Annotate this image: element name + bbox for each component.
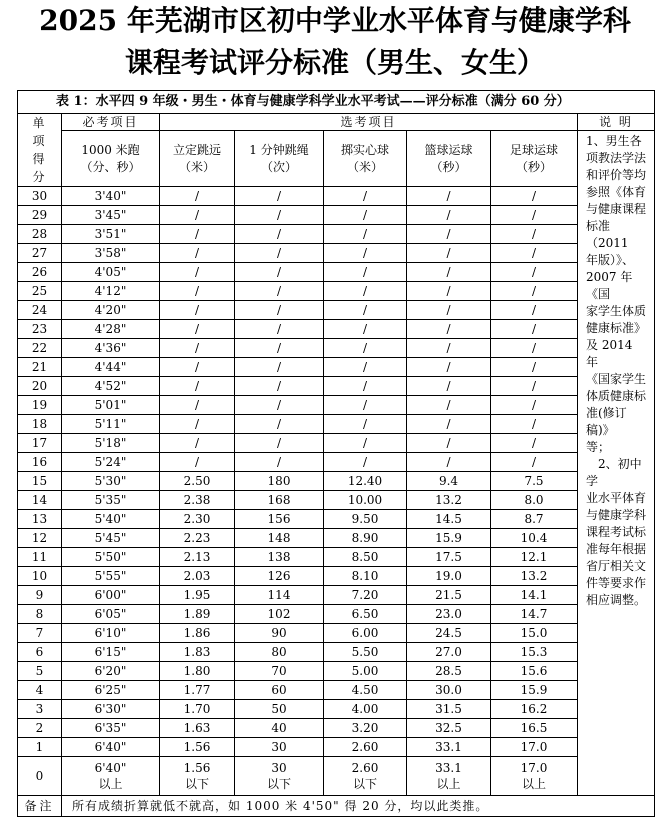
cell-rope: 148 bbox=[235, 529, 324, 548]
cell-jump: / bbox=[160, 377, 235, 396]
zero-row-jump: 1.56 以下 bbox=[160, 757, 235, 796]
cell-football: 15.0 bbox=[491, 624, 578, 643]
cell-jump: / bbox=[160, 339, 235, 358]
column-header-football-dribble: 足球运球 （秒） bbox=[491, 131, 578, 187]
table-row bbox=[18, 510, 655, 529]
cell-rope: 102 bbox=[235, 605, 324, 624]
cell-run: 3'45" bbox=[62, 206, 160, 225]
notes-column-header: 说 明 bbox=[578, 114, 655, 131]
cell-score: 2 bbox=[18, 719, 62, 738]
cell-rope: 40 bbox=[235, 719, 324, 738]
cell-score: 19 bbox=[18, 396, 62, 415]
cell-rope: / bbox=[235, 320, 324, 339]
cell-football: 8.7 bbox=[491, 510, 578, 529]
cell-ball: 5.00 bbox=[324, 662, 407, 681]
cell-football: / bbox=[491, 377, 578, 396]
cell-basketball: / bbox=[407, 434, 491, 453]
cell-basketball: / bbox=[407, 320, 491, 339]
table-row bbox=[18, 605, 655, 624]
cell-run: 5'45" bbox=[62, 529, 160, 548]
cell-ball: 2.60 bbox=[324, 738, 407, 757]
cell-score: 20 bbox=[18, 377, 62, 396]
table-row bbox=[18, 225, 655, 244]
cell-basketball: 13.2 bbox=[407, 491, 491, 510]
cell-rope: 90 bbox=[235, 624, 324, 643]
cell-score: 14 bbox=[18, 491, 62, 510]
cell-score: 27 bbox=[18, 244, 62, 263]
zero-row-basketball: 33.1 以上 bbox=[407, 757, 491, 796]
cell-football: 16.5 bbox=[491, 719, 578, 738]
scoring-table bbox=[17, 90, 655, 817]
cell-ball: / bbox=[324, 244, 407, 263]
cell-jump: / bbox=[160, 244, 235, 263]
cell-rope: / bbox=[235, 358, 324, 377]
cell-rope: 60 bbox=[235, 681, 324, 700]
cell-football: 14.1 bbox=[491, 586, 578, 605]
cell-rope: 30 bbox=[235, 738, 324, 757]
cell-rope: / bbox=[235, 415, 324, 434]
cell-rope: / bbox=[235, 282, 324, 301]
cell-score: 6 bbox=[18, 643, 62, 662]
cell-jump: / bbox=[160, 358, 235, 377]
cell-basketball: 24.5 bbox=[407, 624, 491, 643]
cell-score: 30 bbox=[18, 187, 62, 206]
cell-run: 5'55" bbox=[62, 567, 160, 586]
cell-jump: / bbox=[160, 206, 235, 225]
cell-run: 6'40" bbox=[62, 738, 160, 757]
cell-football: / bbox=[491, 187, 578, 206]
cell-basketball: 27.0 bbox=[407, 643, 491, 662]
cell-basketball: 31.5 bbox=[407, 700, 491, 719]
cell-football: 14.7 bbox=[491, 605, 578, 624]
cell-ball: 9.50 bbox=[324, 510, 407, 529]
cell-run: 5'01" bbox=[62, 396, 160, 415]
cell-football: 8.0 bbox=[491, 491, 578, 510]
cell-score: 18 bbox=[18, 415, 62, 434]
cell-score: 8 bbox=[18, 605, 62, 624]
cell-run: 3'58" bbox=[62, 244, 160, 263]
table-row bbox=[18, 472, 655, 491]
cell-ball: / bbox=[324, 225, 407, 244]
cell-basketball: 15.9 bbox=[407, 529, 491, 548]
cell-run: 4'05" bbox=[62, 263, 160, 282]
table-row bbox=[18, 415, 655, 434]
column-header-standing-jump: 立定跳远 （米） bbox=[160, 131, 235, 187]
cell-rope: 50 bbox=[235, 700, 324, 719]
cell-ball: 7.20 bbox=[324, 586, 407, 605]
cell-basketball: / bbox=[407, 358, 491, 377]
cell-ball: 8.10 bbox=[324, 567, 407, 586]
cell-score: 4 bbox=[18, 681, 62, 700]
cell-ball: / bbox=[324, 396, 407, 415]
cell-football: 17.0 bbox=[491, 738, 578, 757]
cell-basketball: 30.0 bbox=[407, 681, 491, 700]
cell-jump: / bbox=[160, 263, 235, 282]
cell-jump: 2.03 bbox=[160, 567, 235, 586]
cell-jump: / bbox=[160, 282, 235, 301]
column-header-rope-skipping: 1 分钟跳绳 （次） bbox=[235, 131, 324, 187]
zero-row-run: 6'40" 以上 bbox=[62, 757, 160, 796]
cell-run: 6'30" bbox=[62, 700, 160, 719]
cell-score: 9 bbox=[18, 586, 62, 605]
cell-jump: 2.13 bbox=[160, 548, 235, 567]
table-row bbox=[18, 548, 655, 567]
cell-rope: / bbox=[235, 244, 324, 263]
cell-ball: 3.20 bbox=[324, 719, 407, 738]
cell-score: 29 bbox=[18, 206, 62, 225]
table-row bbox=[18, 206, 655, 225]
cell-ball: / bbox=[324, 187, 407, 206]
score-column-header: 单项得分 bbox=[18, 114, 62, 187]
page-title-line-1: 2025 年芜湖市区初中学业水平体育与健康学科 bbox=[39, 4, 631, 37]
cell-rope: / bbox=[235, 206, 324, 225]
cell-football: / bbox=[491, 282, 578, 301]
cell-score: 15 bbox=[18, 472, 62, 491]
zero-row-score: 0 bbox=[18, 757, 62, 796]
cell-football: 15.9 bbox=[491, 681, 578, 700]
cell-score: 5 bbox=[18, 662, 62, 681]
table-row bbox=[18, 491, 655, 510]
cell-basketball: / bbox=[407, 339, 491, 358]
cell-football: / bbox=[491, 358, 578, 377]
cell-ball: 6.00 bbox=[324, 624, 407, 643]
cell-ball: / bbox=[324, 377, 407, 396]
cell-ball: / bbox=[324, 320, 407, 339]
cell-rope: / bbox=[235, 187, 324, 206]
cell-rope: / bbox=[235, 453, 324, 472]
cell-basketball: / bbox=[407, 396, 491, 415]
cell-rope: / bbox=[235, 225, 324, 244]
table-row bbox=[18, 662, 655, 681]
cell-basketball: 9.4 bbox=[407, 472, 491, 491]
cell-jump: / bbox=[160, 453, 235, 472]
cell-basketball: 32.5 bbox=[407, 719, 491, 738]
cell-ball: / bbox=[324, 415, 407, 434]
cell-ball: / bbox=[324, 453, 407, 472]
cell-run: 5'35" bbox=[62, 491, 160, 510]
cell-football: / bbox=[491, 206, 578, 225]
cell-rope: 70 bbox=[235, 662, 324, 681]
cell-football: / bbox=[491, 244, 578, 263]
cell-basketball: / bbox=[407, 206, 491, 225]
cell-basketball: 21.5 bbox=[407, 586, 491, 605]
optional-group-header: 选考项目 bbox=[160, 114, 578, 131]
notes-description: 1、男生各 项教法学法 和评价等均 参照《体育 与健康课程 标准（2011 年版）》、 2007 年《国 家学生体质 健康标准》 及 2014 年 《国家学生 体质健康标 准(修订稿)》 等； 2、初中学 业水平体育 与健康学科 课程考试标 准每年根据 省厅相关文 件等要求作 相应调整。 bbox=[578, 131, 655, 796]
cell-jump: 2.50 bbox=[160, 472, 235, 491]
cell-score: 16 bbox=[18, 453, 62, 472]
cell-football: / bbox=[491, 415, 578, 434]
cell-jump: / bbox=[160, 320, 235, 339]
table-row bbox=[18, 719, 655, 738]
table-row bbox=[18, 263, 655, 282]
footer-label: 备注 bbox=[18, 796, 62, 817]
cell-run: 6'00" bbox=[62, 586, 160, 605]
cell-ball: / bbox=[324, 358, 407, 377]
cell-run: 4'52" bbox=[62, 377, 160, 396]
cell-score: 22 bbox=[18, 339, 62, 358]
cell-run: 4'12" bbox=[62, 282, 160, 301]
page-title-line-2: 课程考试评分标准（男生、女生） bbox=[124, 46, 545, 79]
cell-basketball: / bbox=[407, 415, 491, 434]
cell-basketball: / bbox=[407, 377, 491, 396]
zero-row-ball: 2.60 以下 bbox=[324, 757, 407, 796]
cell-jump: 1.80 bbox=[160, 662, 235, 681]
cell-jump: / bbox=[160, 415, 235, 434]
cell-football: 12.1 bbox=[491, 548, 578, 567]
cell-ball: 10.00 bbox=[324, 491, 407, 510]
cell-ball: 8.50 bbox=[324, 548, 407, 567]
table-row bbox=[18, 434, 655, 453]
cell-run: 5'50" bbox=[62, 548, 160, 567]
cell-rope: / bbox=[235, 377, 324, 396]
table-row bbox=[18, 529, 655, 548]
cell-jump: / bbox=[160, 434, 235, 453]
cell-ball: 12.40 bbox=[324, 472, 407, 491]
cell-run: 5'24" bbox=[62, 453, 160, 472]
cell-rope: / bbox=[235, 396, 324, 415]
cell-rope: / bbox=[235, 301, 324, 320]
table-caption: 表 1：水平四 9 年级・男生・体育与健康学科学业水平考试——评分标准（满分 60 分） bbox=[18, 91, 655, 114]
cell-jump: 1.89 bbox=[160, 605, 235, 624]
cell-score: 7 bbox=[18, 624, 62, 643]
cell-basketball: 14.5 bbox=[407, 510, 491, 529]
cell-ball: / bbox=[324, 206, 407, 225]
table-row bbox=[18, 624, 655, 643]
cell-basketball: 28.5 bbox=[407, 662, 491, 681]
table-row bbox=[18, 187, 655, 206]
cell-football: / bbox=[491, 320, 578, 339]
cell-football: 7.5 bbox=[491, 472, 578, 491]
cell-ball: / bbox=[324, 301, 407, 320]
cell-jump: / bbox=[160, 187, 235, 206]
cell-ball: / bbox=[324, 434, 407, 453]
cell-football: 15.3 bbox=[491, 643, 578, 662]
table-row bbox=[18, 339, 655, 358]
table-row bbox=[18, 681, 655, 700]
cell-rope: 156 bbox=[235, 510, 324, 529]
column-header-medicine-ball: 掷实心球 （米） bbox=[324, 131, 407, 187]
footer-note: 所有成绩折算就低不就高，如 1000 米 4'50" 得 20 分，均以此类推。 bbox=[62, 796, 655, 817]
cell-football: / bbox=[491, 396, 578, 415]
cell-basketball: / bbox=[407, 453, 491, 472]
cell-football: 16.2 bbox=[491, 700, 578, 719]
cell-ball: / bbox=[324, 339, 407, 358]
cell-basketball: / bbox=[407, 225, 491, 244]
cell-score: 1 bbox=[18, 738, 62, 757]
cell-rope: 180 bbox=[235, 472, 324, 491]
cell-jump: / bbox=[160, 301, 235, 320]
cell-score: 3 bbox=[18, 700, 62, 719]
column-header-run: 1000 米跑 （分、秒） bbox=[62, 131, 160, 187]
required-group-header: 必考项目 bbox=[62, 114, 160, 131]
cell-rope: 168 bbox=[235, 491, 324, 510]
table-row bbox=[18, 643, 655, 662]
cell-run: 6'25" bbox=[62, 681, 160, 700]
cell-run: 5'40" bbox=[62, 510, 160, 529]
cell-ball: 6.50 bbox=[324, 605, 407, 624]
cell-jump: 1.63 bbox=[160, 719, 235, 738]
table-row bbox=[18, 244, 655, 263]
cell-rope: / bbox=[235, 263, 324, 282]
cell-score: 17 bbox=[18, 434, 62, 453]
table-row bbox=[18, 738, 655, 757]
cell-run: 4'36" bbox=[62, 339, 160, 358]
zero-row-football: 17.0 以上 bbox=[491, 757, 578, 796]
cell-score: 21 bbox=[18, 358, 62, 377]
cell-football: 15.6 bbox=[491, 662, 578, 681]
cell-football: / bbox=[491, 434, 578, 453]
cell-rope: 114 bbox=[235, 586, 324, 605]
cell-football: / bbox=[491, 263, 578, 282]
cell-jump: 1.95 bbox=[160, 586, 235, 605]
cell-jump: 1.56 bbox=[160, 738, 235, 757]
cell-football: / bbox=[491, 225, 578, 244]
cell-run: 3'40" bbox=[62, 187, 160, 206]
cell-rope: / bbox=[235, 434, 324, 453]
table-row bbox=[18, 396, 655, 415]
cell-jump: 1.86 bbox=[160, 624, 235, 643]
cell-ball: 5.50 bbox=[324, 643, 407, 662]
table-row bbox=[18, 700, 655, 719]
cell-run: 4'28" bbox=[62, 320, 160, 339]
cell-jump: 2.30 bbox=[160, 510, 235, 529]
cell-score: 13 bbox=[18, 510, 62, 529]
cell-run: 6'20" bbox=[62, 662, 160, 681]
table-row bbox=[18, 567, 655, 586]
cell-basketball: / bbox=[407, 244, 491, 263]
cell-ball: / bbox=[324, 282, 407, 301]
cell-run: 5'11" bbox=[62, 415, 160, 434]
cell-run: 6'15" bbox=[62, 643, 160, 662]
cell-score: 25 bbox=[18, 282, 62, 301]
cell-football: / bbox=[491, 339, 578, 358]
cell-basketball: 17.5 bbox=[407, 548, 491, 567]
cell-jump: 1.77 bbox=[160, 681, 235, 700]
cell-jump: 2.23 bbox=[160, 529, 235, 548]
cell-jump: 1.70 bbox=[160, 700, 235, 719]
cell-score: 26 bbox=[18, 263, 62, 282]
table-row bbox=[18, 358, 655, 377]
cell-score: 10 bbox=[18, 567, 62, 586]
cell-score: 28 bbox=[18, 225, 62, 244]
cell-ball: 8.90 bbox=[324, 529, 407, 548]
cell-rope: / bbox=[235, 339, 324, 358]
cell-run: 6'10" bbox=[62, 624, 160, 643]
cell-rope: 80 bbox=[235, 643, 324, 662]
cell-run: 5'18" bbox=[62, 434, 160, 453]
cell-run: 3'51" bbox=[62, 225, 160, 244]
cell-rope: 126 bbox=[235, 567, 324, 586]
cell-football: / bbox=[491, 453, 578, 472]
cell-ball: 4.00 bbox=[324, 700, 407, 719]
cell-basketball: / bbox=[407, 301, 491, 320]
cell-basketball: / bbox=[407, 263, 491, 282]
cell-run: 6'05" bbox=[62, 605, 160, 624]
table-row bbox=[18, 453, 655, 472]
cell-jump: 1.83 bbox=[160, 643, 235, 662]
cell-jump: / bbox=[160, 225, 235, 244]
cell-run: 5'30" bbox=[62, 472, 160, 491]
cell-football: 13.2 bbox=[491, 567, 578, 586]
cell-football: 10.4 bbox=[491, 529, 578, 548]
cell-basketball: 19.0 bbox=[407, 567, 491, 586]
column-header-basketball-dribble: 篮球运球 （秒） bbox=[407, 131, 491, 187]
cell-basketball: 23.0 bbox=[407, 605, 491, 624]
cell-ball: 4.50 bbox=[324, 681, 407, 700]
cell-ball: / bbox=[324, 263, 407, 282]
table-row bbox=[18, 282, 655, 301]
cell-score: 12 bbox=[18, 529, 62, 548]
cell-basketball: 33.1 bbox=[407, 738, 491, 757]
cell-run: 4'20" bbox=[62, 301, 160, 320]
table-row bbox=[18, 377, 655, 396]
cell-score: 23 bbox=[18, 320, 62, 339]
table-row bbox=[18, 586, 655, 605]
zero-row-rope: 30 以下 bbox=[235, 757, 324, 796]
cell-rope: 138 bbox=[235, 548, 324, 567]
cell-basketball: / bbox=[407, 282, 491, 301]
cell-jump: / bbox=[160, 396, 235, 415]
table-row bbox=[18, 320, 655, 339]
cell-score: 11 bbox=[18, 548, 62, 567]
cell-run: 6'35" bbox=[62, 719, 160, 738]
cell-score: 24 bbox=[18, 301, 62, 320]
cell-jump: 2.38 bbox=[160, 491, 235, 510]
cell-football: / bbox=[491, 301, 578, 320]
table-row bbox=[18, 301, 655, 320]
cell-run: 4'44" bbox=[62, 358, 160, 377]
cell-basketball: / bbox=[407, 187, 491, 206]
